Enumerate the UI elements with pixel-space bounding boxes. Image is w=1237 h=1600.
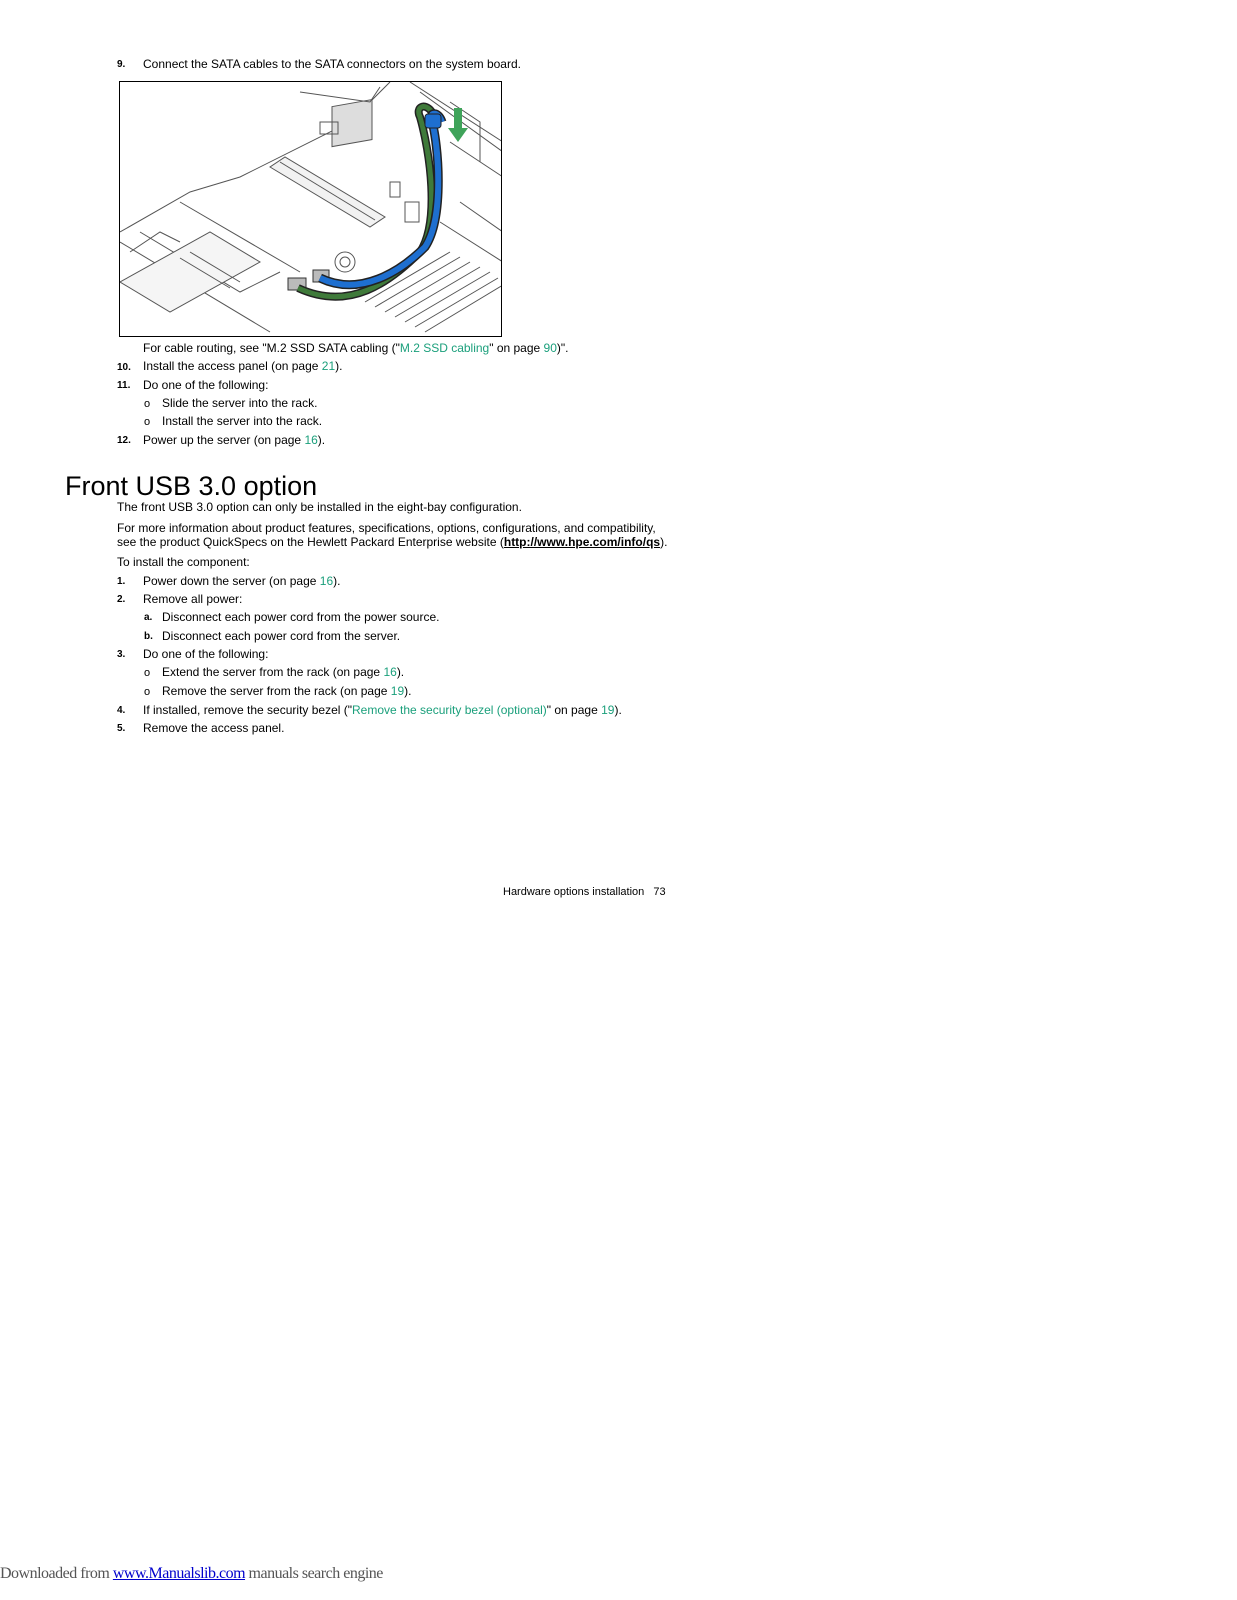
list-bullet: o [144,416,151,428]
list-bullet: o [144,398,151,410]
page-footer [503,885,666,899]
insert-arrow-icon [448,128,468,142]
sata-cable-illustration [119,81,502,337]
list-item: Install the server into the rack. [162,414,323,428]
page-link[interactable]: 19 [601,703,615,717]
manualslib-link[interactable]: www.Manualslib.com [112,1565,246,1582]
step-text: If installed, remove the security bezel ("Remove the security bezel (optional)" on page 19). [143,703,622,717]
list-bullet: o [144,667,151,679]
step-number: 12. [117,435,131,446]
list-item: Remove the server from the rack (on page 19). [162,684,412,698]
substep-text: Disconnect each power cord from the server. [162,629,401,643]
substep-text: Disconnect each power cord from the power source. [162,610,440,624]
chapter-name: Hardware options installation [503,886,645,898]
step-text: Install the access panel (on page 21). [143,359,343,373]
info-paragraph-line: see the product QuickSpecs on the Hewlett Packard Enterprise website (http://www.hpe.com/info/qs). [117,535,668,549]
step-number: 2. [117,594,126,605]
step-text: Connect the SATA cables to the SATA connectors on the system board. [143,57,521,71]
substep-letter: a. [144,612,153,623]
substep-letter: b. [144,631,153,642]
page-link[interactable]: 19 [390,684,405,698]
cable-routing-note: For cable routing, see "M.2 SSD SATA cabling ("M.2 SSD cabling" on page 90)". [143,341,569,355]
step-text: Power up the server (on page 16). [143,433,326,447]
page-link[interactable]: 21 [321,359,336,373]
page-link[interactable]: 16 [383,665,397,679]
page-link[interactable]: 16 [304,433,318,447]
step-number: 4. [117,705,126,716]
remove-security-bezel-link[interactable]: Remove the security bezel (optional) [352,703,547,717]
step-number: 5. [117,723,126,734]
page-number: 73 [653,886,666,898]
intro-paragraph: The front USB 3.0 option can only be installed in the eight-bay configuration. [117,500,522,514]
quickspecs-url-link[interactable]: http://www.hpe.com/info/qs [503,535,661,549]
step-number: 10. [117,362,131,373]
server-chassis-drawing [120,82,502,337]
step-text: Remove the access panel. [143,721,285,735]
step-number: 1. [117,576,126,587]
procedure-intro: To install the component: [117,555,250,569]
step-number: 11. [117,380,131,391]
list-item: Extend the server from the rack (on page 16). [162,665,405,679]
step-text: Do one of the following: [143,378,269,392]
step-number: 3. [117,649,126,660]
page-link[interactable]: 90 [543,341,557,355]
step-text: Do one of the following: [143,647,269,661]
step-number: 9. [117,59,126,70]
page-link[interactable]: 16 [319,574,334,588]
m2-ssd-cabling-link[interactable]: M.2 SSD cabling [399,341,490,355]
info-paragraph-line: For more information about product features, specifications, options, configurations, and compatibility, [117,521,656,535]
download-footer: Downloaded from www.Manualslib.com manuals search engine [0,1565,383,1582]
step-text: Power down the server (on page 16). [143,574,341,588]
section-title: Front USB 3.0 option [65,471,318,501]
list-item: Slide the server into the rack. [162,396,318,410]
step-text: Remove all power: [143,592,243,606]
list-bullet: o [144,686,151,698]
